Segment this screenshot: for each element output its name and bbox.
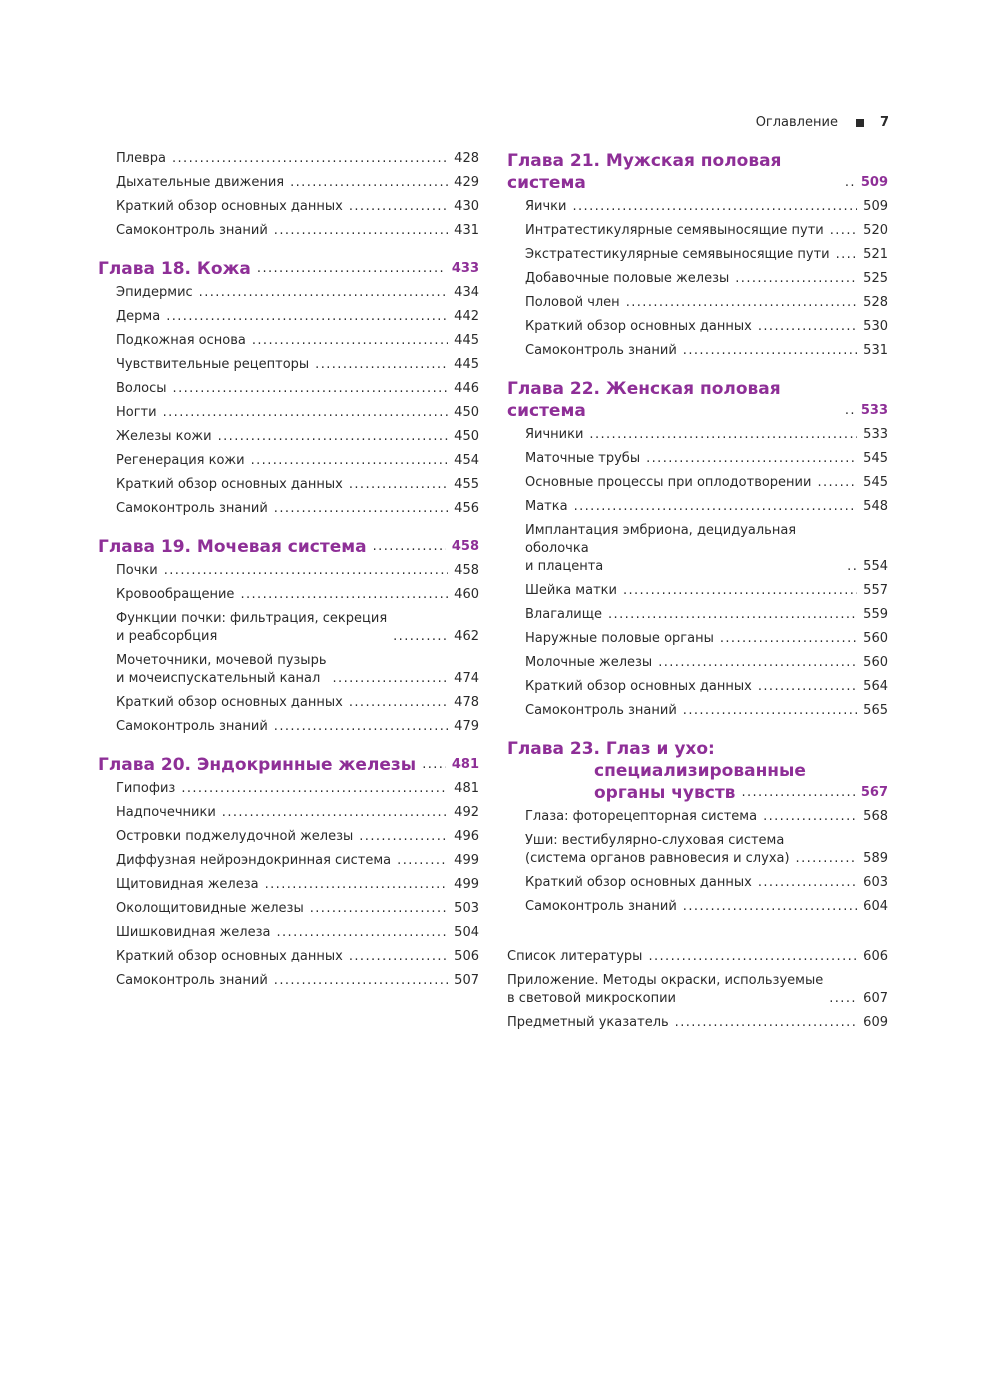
toc-entry[interactable]: Щитовидная железа ..... 499 — [98, 876, 479, 894]
dot-leader — [276, 924, 448, 942]
toc-entry[interactable]: Имплантация эмбриона, децидуальная оболочка и плацента ..... 554 — [507, 522, 888, 576]
toc-entry[interactable]: Околощитовидные железы ..... 503 — [98, 900, 479, 918]
toc-entry[interactable]: Половой член ..... 528 — [507, 294, 888, 312]
dot-leader — [574, 498, 858, 516]
toc-entry[interactable]: Самоконтроль знаний ..... 565 — [507, 702, 888, 720]
toc-entry[interactable]: Диффузная нейроэндокринная система ..... 499 — [98, 852, 479, 870]
toc-entry[interactable]: Самоконтроль знаний ..... 431 — [98, 222, 479, 240]
dot-leader — [373, 536, 446, 558]
toc-section-respiratory-tail — [98, 150, 479, 240]
dot-leader — [836, 246, 858, 264]
chapter-heading[interactable]: Глава 21. Мужская половая система ..... 509 — [507, 150, 888, 194]
toc-entry[interactable]: Самоконтроль знаний ..... 531 — [507, 342, 888, 360]
toc-entry[interactable]: Яички ..... 509 — [507, 198, 888, 216]
dot-leader — [608, 606, 857, 624]
page-number: 7 — [879, 115, 889, 130]
dot-leader — [758, 318, 857, 336]
dot-leader — [845, 172, 855, 194]
toc-entry[interactable]: Кровообращение ..... 460 — [98, 586, 479, 604]
toc-entry[interactable]: Плевра ..... 428 — [98, 150, 479, 168]
dot-leader — [274, 718, 448, 736]
toc-right-column — [507, 150, 888, 1038]
toc-entry[interactable]: Предметный указатель ..... 609 — [507, 1014, 888, 1032]
toc-entry[interactable]: Эпидермис ..... 434 — [98, 284, 479, 302]
toc-entry[interactable]: Дыхательные движения ..... 429 — [98, 174, 479, 192]
toc-entry[interactable]: Железы кожи ..... 450 — [98, 428, 479, 446]
dot-leader — [257, 258, 446, 280]
toc-entry[interactable]: Подкожная основа ..... 445 — [98, 332, 479, 350]
dot-leader — [164, 562, 448, 580]
dot-leader — [199, 284, 449, 302]
dot-leader — [251, 452, 449, 470]
toc-entry[interactable]: Функции почки: фильтрация, секреция и реабсорбция ..... 462 — [98, 610, 479, 646]
toc-entry[interactable]: Краткий обзор основных данных ..... 478 — [98, 694, 479, 712]
square-bullet-icon — [856, 119, 864, 127]
toc-left-column — [98, 150, 479, 996]
dot-leader — [830, 222, 857, 240]
toc-entry[interactable]: Яичники ..... 533 — [507, 426, 888, 444]
toc-entry[interactable]: Приложение. Методы окраски, используемые в световой микроскопии ..... 607 — [507, 972, 888, 1008]
dot-leader — [829, 990, 857, 1008]
dot-leader — [163, 404, 449, 422]
dot-leader — [274, 972, 448, 990]
toc-chapter-18 — [98, 258, 479, 518]
toc-chapter-23 — [507, 738, 888, 916]
toc-entry[interactable]: Краткий обзор основных данных ..... 530 — [507, 318, 888, 336]
dot-leader — [218, 428, 449, 446]
dot-leader — [222, 804, 448, 822]
toc-entry[interactable]: Самоконтроль знаний ..... 456 — [98, 500, 479, 518]
dot-leader — [359, 828, 448, 846]
toc-entry[interactable]: Шишковидная железа ..... 504 — [98, 924, 479, 942]
chapter-heading[interactable]: Глава 18. Кожа ..... 433 — [98, 258, 479, 280]
toc-entry[interactable]: Мочеточники, мочевой пузырь и мочеиспускательный канал ..... 474 — [98, 652, 479, 688]
toc-entry[interactable]: Самоконтроль знаний ..... 604 — [507, 898, 888, 916]
dot-leader — [173, 380, 449, 398]
running-head — [756, 115, 889, 130]
dot-leader — [265, 876, 449, 894]
toc-entry[interactable]: Гипофиз ..... 481 — [98, 780, 479, 798]
toc-entry[interactable]: Самоконтроль знаний ..... 479 — [98, 718, 479, 736]
toc-entry[interactable]: Почки ..... 458 — [98, 562, 479, 580]
toc-entry[interactable]: Волосы ..... 446 — [98, 380, 479, 398]
dot-leader — [349, 694, 448, 712]
toc-entry[interactable]: Основные процессы при оплодотворении ..... 545 — [507, 474, 888, 492]
toc-entry[interactable]: Шейка матки ..... 557 — [507, 582, 888, 600]
dot-leader — [349, 198, 448, 216]
toc-entry[interactable]: Ногти ..... 450 — [98, 404, 479, 422]
dot-leader — [252, 332, 448, 350]
dot-leader — [735, 270, 857, 288]
dot-leader — [817, 474, 857, 492]
dot-leader — [166, 308, 448, 326]
dot-leader — [290, 174, 448, 192]
dot-leader — [626, 294, 857, 312]
toc-entry[interactable]: Надпочечники ..... 492 — [98, 804, 479, 822]
toc-entry[interactable]: Самоконтроль знаний ..... 507 — [98, 972, 479, 990]
toc-entry[interactable]: Краткий обзор основных данных ..... 564 — [507, 678, 888, 696]
dot-leader — [741, 782, 854, 804]
dot-leader — [648, 948, 857, 966]
toc-entry[interactable]: Добавочные половые железы ..... 525 — [507, 270, 888, 288]
dot-leader — [181, 780, 448, 798]
dot-leader — [845, 400, 855, 422]
toc-entry[interactable]: Наружные половые органы ..... 560 — [507, 630, 888, 648]
dot-leader — [758, 874, 857, 892]
dot-leader — [683, 898, 857, 916]
dot-leader — [349, 476, 448, 494]
chapter-heading[interactable]: Глава 23. Глаз и ухо: специализированные органы чувств ..... 567 — [507, 738, 888, 804]
chapter-heading[interactable]: Глава 22. Женская половая система ..... 533 — [507, 378, 888, 422]
running-head-title: Оглавление — [755, 115, 838, 130]
toc-chapter-20 — [98, 754, 479, 990]
dot-leader — [758, 678, 857, 696]
toc-entry[interactable]: Влагалище ..... 559 — [507, 606, 888, 624]
dot-leader — [847, 558, 857, 576]
toc-chapter-21 — [507, 150, 888, 360]
toc-entry[interactable]: Экстратестикулярные семявыносящие пути ..... 521 — [507, 246, 888, 264]
dot-leader — [572, 198, 857, 216]
dot-leader — [397, 852, 448, 870]
dot-leader — [763, 808, 857, 826]
dot-leader — [675, 1014, 858, 1032]
dot-leader — [349, 948, 448, 966]
dot-leader — [683, 342, 857, 360]
toc-entry[interactable]: Регенерация кожи ..... 454 — [98, 452, 479, 470]
toc-entry[interactable]: Краткий обзор основных данных ..... 506 — [98, 948, 479, 966]
toc-chapter-22 — [507, 378, 888, 720]
chapter-heading[interactable]: Глава 20. Эндокринные железы ..... 481 — [98, 754, 479, 776]
dot-leader — [623, 582, 857, 600]
toc-entry[interactable]: Уши: вестибулярно-слуховая система (система органов равновесия и слуха) ..... 589 — [507, 832, 888, 868]
dot-leader — [393, 628, 448, 646]
toc-entry[interactable]: Чувствительные рецепторы ..... 445 — [98, 356, 479, 374]
toc-entry[interactable]: Молочные железы ..... 560 — [507, 654, 888, 672]
toc-entry[interactable]: Глаза: фоторецепторная система ..... 568 — [507, 808, 888, 826]
toc-chapter-19 — [98, 536, 479, 736]
dot-leader — [315, 356, 448, 374]
toc-entry[interactable]: Островки поджелудочной железы ..... 496 — [98, 828, 479, 846]
toc-entry[interactable]: Краткий обзор основных данных ..... 430 — [98, 198, 479, 216]
toc-entry[interactable]: Матка ..... 548 — [507, 498, 888, 516]
toc-entry[interactable]: Маточные трубы ..... 545 — [507, 450, 888, 468]
toc-entry[interactable]: Краткий обзор основных данных ..... 455 — [98, 476, 479, 494]
toc-entry[interactable]: Список литературы ..... 606 — [507, 948, 888, 966]
dot-leader — [274, 500, 448, 518]
dot-leader — [658, 654, 857, 672]
dot-leader — [333, 670, 449, 688]
chapter-heading[interactable]: Глава 19. Мочевая система ..... 458 — [98, 536, 479, 558]
dot-leader — [172, 150, 448, 168]
dot-leader — [646, 450, 857, 468]
dot-leader — [422, 754, 446, 776]
dot-leader — [720, 630, 857, 648]
dot-leader — [796, 850, 858, 868]
toc-entry[interactable]: Дерма ..... 442 — [98, 308, 479, 326]
toc-entry[interactable]: Интратестикулярные семявыносящие пути ..... 520 — [507, 222, 888, 240]
dot-leader — [240, 586, 448, 604]
dot-leader — [274, 222, 448, 240]
dot-leader — [589, 426, 857, 444]
toc-entry[interactable]: Краткий обзор основных данных ..... 603 — [507, 874, 888, 892]
dot-leader — [683, 702, 857, 720]
dot-leader — [310, 900, 448, 918]
toc-back-matter — [507, 948, 888, 1032]
